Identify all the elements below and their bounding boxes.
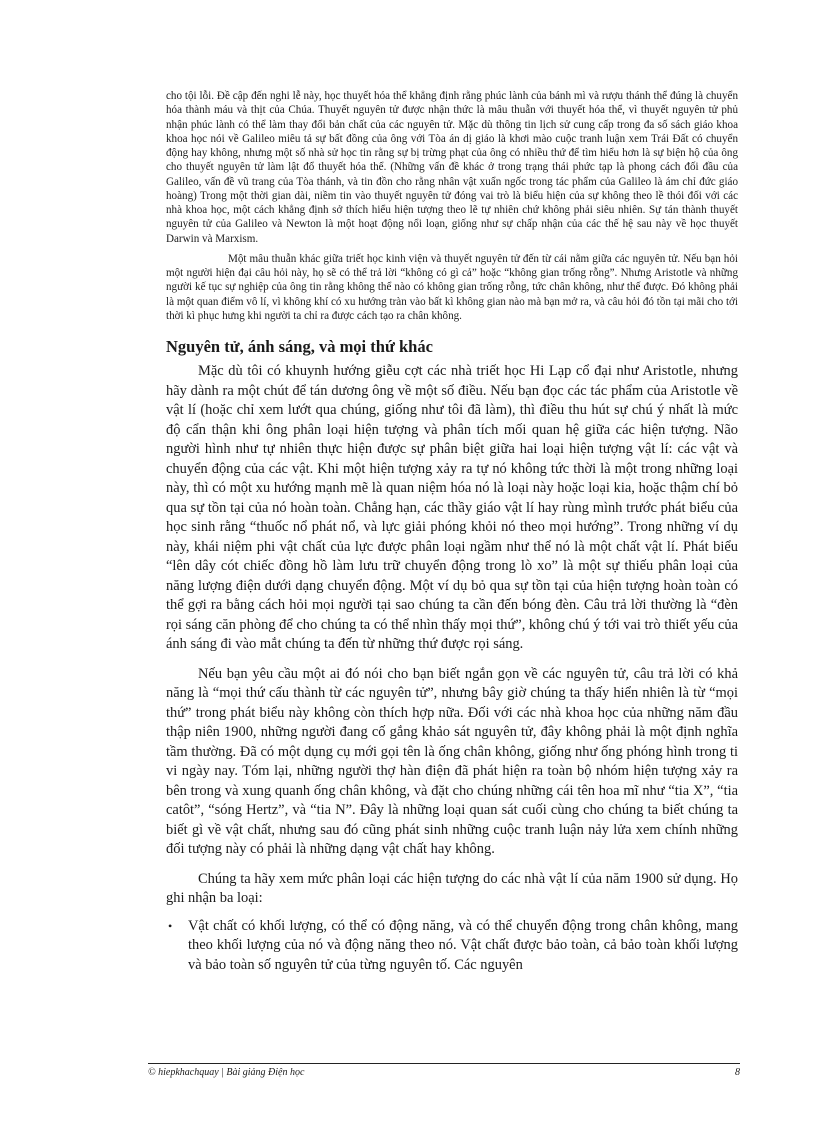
page-footer [148, 1063, 740, 1078]
bullet-list [166, 917, 738, 976]
footer-left-text: © hiepkhachquay | Bài giảng Điện học [148, 1067, 305, 1078]
body-paragraph-2: Nếu bạn yêu cầu một ai đó nói cho bạn biết ngắn gọn về các nguyên tử, câu trả lời có khả năng là “mọi thứ cấu thành từ các nguyên tử”, nhưng bây giờ chúng ta thấy hiển nhiên là từ “mọi thứ” trong phát biểu này không còn thích hợp nữa. Đối với các nhà khoa học của những năm đầu thập niên 1900, những người đang cố gắng khảo sát nguyên tử, đây không phải là một định nghĩa tầm thường. Đã có một dụng cụ mới gọi tên là ống chân không, giống như ống phóng hình trong ti vi ngày nay. Tóm lại, những người thợ hàn điện đã phát hiện ra toàn bộ nhóm hiện tượng xảy ra bên trong và xung quanh ống chân không, và đặt cho chúng những cái tên hoa mĩ như “tia X”, “tia catôt”, “sóng Hertz”, và “tia N”. Đây là những loại quan sát cuối cùng cho chúng ta biết chúng ta biết gì về vật chất, nhưng sau đó cũng phát sinh những cuộc tranh luận nảy lửa xem chính những đối tượng này có phải là những dạng vật chất hay không. [166, 665, 738, 857]
section-heading: Nguyên tử, ánh sáng, và mọi thứ khác [166, 337, 433, 356]
list-item-text: Vật chất có khối lượng, có thể có động năng, và có thể chuyển động trong chân không, mang theo khối lượng của nó và động năng theo nó. Vật chất được bảo toàn, cả bảo toàn khối lượng và bảo toàn số nguyên tử của từng nguyên tố. Các nguyên [188, 917, 738, 973]
page-content [166, 89, 738, 975]
body-paragraph-1: Mặc dù tôi có khuynh hướng giễu cợt các nhà triết học Hi Lạp cổ đại như Aristotle, nhưng hãy dành ra một chút để tán dương ông về một số điều. Nếu bạn đọc các tác phẩm của Aristotle về vật lí (hoặc chỉ xem lướt qua chúng, giống như tôi đã làm), thì điều thu hút sự chú ý nhất là mức độ cẩn thận khi ông phân loại hiện tượng và phân tích mối quan hệ giữa các hiện tượng. Não người hình như tự nhiên thực hiện được sự phân biệt giữa hai loại hiện tượng vật lí: các vật và chuyển động của các vật. Khi một hiện tượng xảy ra tự nó không tức thời là một trong những loại này, thì có một xu hướng mạnh mẽ là quan niệm hóa nó là loại này hoặc loại kia, hoặc thậm chí bỏ qua sự tồn tại của nó hoàn toàn. Chẳng hạn, các thầy giáo vật lí hay rùng mình trước phát biểu của học sinh rằng “thuốc nổ phát nổ, và lực giải phóng khỏi nó theo mọi hướng”. Trong những ví dụ này, khái niệm phi vật chất của lực được phân loại ngầm như thể nó là một chất vật lí. Phát biểu “lên dây cót chiếc đồng hồ làm lưu trữ chuyển động trong lò xo” là một sự thiếu phân loại của năng lượng điện dưới dạng chuyển động. Một ví dụ bỏ qua sự tồn tại của hiện tượng hoàn toàn có thể gợi ra bằng cách hỏi mọi người tại sao chúng ta cần đến bóng đèn. Câu trả lời thường là “đèn rọi sáng căn phòng để cho chúng ta có thể nhìn thấy mọi thứ”, không chú ý tới vai trò thiết yếu của ánh sáng đi vào mắt chúng ta đến từ những thứ được rọi sáng. [166, 363, 738, 652]
body-paragraph-3: Chúng ta hãy xem mức phân loại các hiện tượng do các nhà vật lí của năm 1900 sử dụng. Họ ghi nhận ba loại: [166, 870, 738, 906]
paragraph-small-1: cho tội lỗi. Đề cập đến nghi lễ này, học thuyết hóa thể khẳng định rằng phúc lành của bánh mì và rượu thánh thể đúng là chuyển hóa thành máu và thịt của Chúa. Thuyết nguyên tử được nhận thức là mâu thuẫn với thuyết hóa thể, vì thuyết nguyên tử phủ nhận phúc lành có thể làm thay đổi bản chất của các nguyên tử. Mặc dù thông tin lịch sử cung cấp trong đa số sách giáo khoa khoa học nói về Galileo miêu tả sự bất đồng của ông với Tòa án dị giáo là khơi mào cuộc tranh luận xem Trái Đất có chuyển động hay không, nhưng một số nhà sử học tin rằng sự bị trừng phạt của ông có nhiều thứ để tìm hiểu hơn là sự biện hộ của ông cho thuyết nguyên tử làm lật đổ thuyết hóa thể. (Những vấn đề khác ở trong trạng thái phức tạp là phong cách đối đầu của Galileo, vấn đề vũ trang của Tòa thánh, và tin đồn cho rằng nhân vật xuẩn ngốc trong tác phẩm của Galileo là ám chỉ đức giáo hoàng) Trong một thời gian dài, niềm tin vào thuyết nguyên tử đóng vai trò là biểu hiện của sự không theo lề thói đối với các nhà khoa học, một cách khẳng định sở thích hiểu hiện tượng theo lẽ tự nhiên chứ không phải siêu nhiên. Sự tán thành thuyết nguyên tử của Galileo và Newton là một hoạt động nổi loạn, giống như sự chấp nhận của các thế hệ sau này về học thuyết Darwin và Marxism. [166, 90, 738, 245]
paragraph-small-2: Một mâu thuẫn khác giữa triết học kinh viện và thuyết nguyên tử đến từ cái nằm giữa các nguyên tử. Nếu bạn hỏi một người hiện đại câu hỏi này, họ sẽ có thể trả lời “không có gì cả” hoặc “không gian trống rỗng”. Nhưng Aristotle và những người kế tục sự nghiệp của ông tin rằng không thể nào có không gian trống rỗng, tức chân không, như thế được. Đó không phải là một quan điểm vô lí, vì không khí có xu hướng tràn vào bất kì không gian nào mà bạn mở ra, và câu hỏi đó tồn tại mãi cho tới thời kì phục hưng khi người ta chỉ ra được cách tạo ra chân không. [166, 252, 738, 322]
page-number: 8 [735, 1067, 740, 1078]
list-item [166, 917, 738, 976]
bullet-icon: • [168, 918, 173, 933]
